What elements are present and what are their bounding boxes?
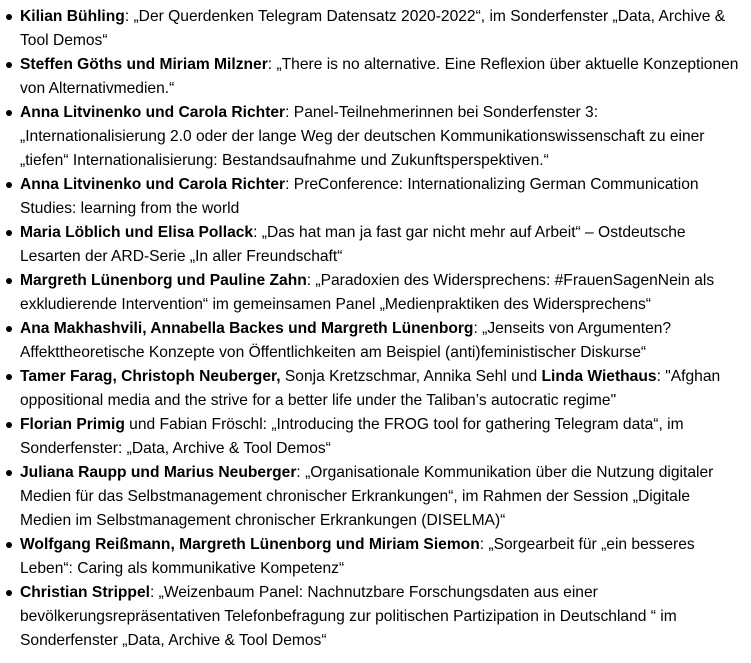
author-names: Kilian Bühling — [20, 8, 125, 25]
author-names: Florian Primig — [20, 416, 125, 433]
author-names: Juliana Raupp und Marius Neuberger — [20, 464, 297, 481]
presentation-text: : Panel-Teilnehmerinnen bei Sonderfenster 3: „Internationalisierung 2.0 oder der lange Weg der deutschen Kommunikationswissenschaft zu einer „tiefen“ Internationalisierung: Bestandsaufnahme und Zukunftsperspektiven.“ — [20, 104, 705, 169]
list-item — [0, 365, 751, 413]
author-names: Ana Makhashvili, Annabella Backes und Margreth Lünenborg — [20, 320, 474, 337]
list-item — [0, 53, 751, 101]
list-item — [0, 413, 751, 461]
list-item — [0, 581, 751, 653]
list-item — [0, 269, 751, 317]
author-names: Wolfgang Reißmann, Margreth Lünenborg und Miriam Siemon — [20, 536, 480, 553]
presentation-text: : „There is no alternative. Eine Reflexion über aktuelle Konzeptionen von Alternativmedien.“ — [20, 56, 739, 97]
author-names: Tamer Farag, Christoph Neuberger, — [20, 368, 281, 385]
list-item — [0, 5, 751, 53]
presentation-text: : „Jenseits von Argumenten? Affekttheoretische Konzepte von Öffentlichkeiten am Beispiel (anti)feministischer Diskurse“ — [20, 320, 672, 361]
list-item — [0, 317, 751, 365]
list-item — [0, 101, 751, 173]
presentation-text: : „Paradoxien des Widersprechens: #FrauenSagenNein als exkludierende Intervention“ im gemeinsamen Panel „Medienpraktiken des Widersprechens“ — [20, 272, 715, 313]
presentation-text: : „Das hat man ja fast gar nicht mehr auf Arbeit“ – Ostdeutsche Lesarten der ARD-Serie „In aller Freundschaft“ — [20, 224, 686, 265]
presentation-text: : „Der Querdenken Telegram Datensatz 2020-2022“, im Sonderfenster „Data, Archive & Tool Demos“ — [20, 8, 726, 49]
presentation-text: : „Sorgearbeit für „ein besseres Leben“: Caring als kommunikative Kompetenz“ — [20, 536, 695, 577]
author-names: Christian Strippel — [20, 584, 150, 601]
author-names: Anna Litvinenko und Carola Richter — [20, 104, 286, 121]
author-names: Steffen Göths und Miriam Milzner — [20, 56, 268, 73]
author-names: Anna Litvinenko und Carola Richter — [20, 176, 286, 193]
list-item — [0, 221, 751, 269]
author-names: Margreth Lünenborg und Pauline Zahn — [20, 272, 307, 289]
presentation-text: und Fabian Fröschl: „Introducing the FROG tool for gathering Telegram data“, im Sonderfenster: „Data, Archive & Tool Demos“ — [20, 416, 684, 457]
presentation-text: : PreConference: Internationalizing German Communication Studies: learning from the world — [20, 176, 699, 217]
author-names: Linda Wiethaus — [541, 368, 657, 385]
presentation-text: Sonja Kretzschmar, Annika Sehl und — [280, 368, 542, 385]
presentation-text: : „Organisationale Kommunikation über die Nutzung digitaler Medien für das Selbstmanagement chronischer Erkrankungen“, im Rahmen der Session „Digitale Medien im Selbstmanagement chronischer Erkrankungen (DISELMA)“ — [20, 464, 714, 529]
list-item — [0, 461, 751, 533]
list-item — [0, 173, 751, 221]
presentation-text: : „Weizenbaum Panel: Nachnutzbare Forschungsdaten aus einer bevölkerungsrepräsentativen Telefonbefragung zur politischen Partizipation in Deutschland “ im Sonderfenster „Data, Archive & Tool Demos“ — [20, 584, 677, 649]
presentation-text: : "Afghan oppositional media and the strive for a better life under the Taliban’s autocratic regime" — [20, 368, 721, 409]
author-names: Maria Löblich und Elisa Pollack — [20, 224, 254, 241]
list-item — [0, 533, 751, 581]
